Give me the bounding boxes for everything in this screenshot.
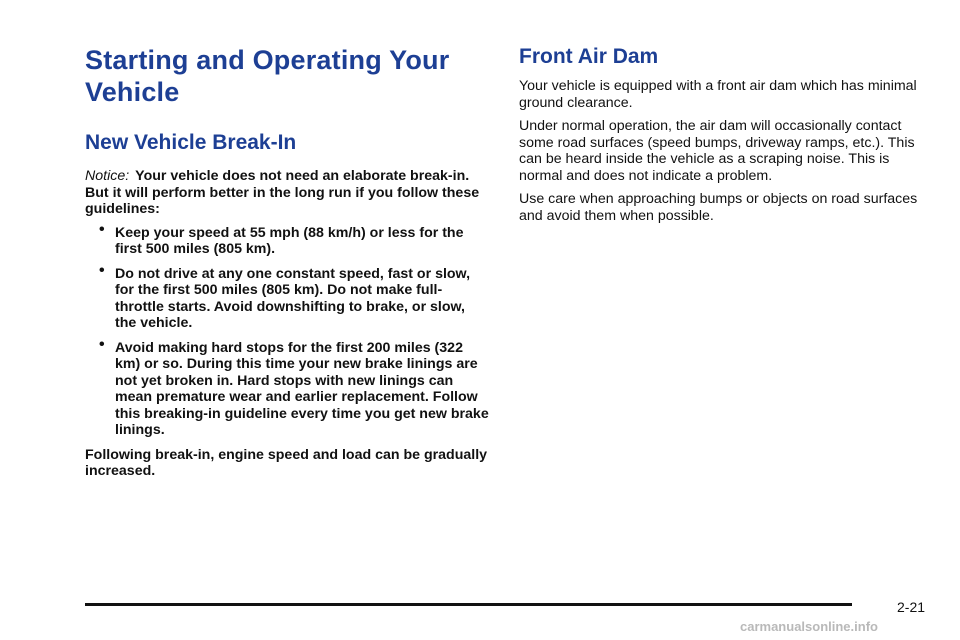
guideline-list xyxy=(85,220,490,439)
right-column xyxy=(519,44,924,231)
page-title: Starting and Operating Your Vehicle xyxy=(85,45,450,107)
list-item-text: Avoid making hard stops for the first 200 miles (322 km) or so. During this time your new brake linings are not yet broken in. Hard stops with new linings can mean premature wear and earlier replacement. Follow this breaking-in guideline every time you get new brake linings. xyxy=(115,339,489,438)
bullet-icon: • xyxy=(99,220,105,238)
bullet-icon: • xyxy=(99,261,105,279)
list-item-text: Keep your speed at 55 mph (88 km/h) or less for the first 500 miles (805 km). xyxy=(115,224,464,257)
section-title-break-in: New Vehicle Break-In xyxy=(85,131,297,154)
page-number: 2-21 xyxy=(897,599,926,615)
section-title-air-dam: Front Air Dam xyxy=(519,45,659,68)
list-item xyxy=(85,220,490,258)
notice-paragraph xyxy=(85,168,490,218)
list-item xyxy=(85,335,490,439)
body-paragraph: Your vehicle is equipped with a front air dam which has minimal ground clearance. xyxy=(519,78,917,111)
watermark: carmanualsonline.info xyxy=(740,619,878,634)
body-paragraph: Use care when approaching bumps or objects on road surfaces and avoid them when possible. xyxy=(519,191,918,224)
notice-text: Your vehicle does not need an elaborate break-in. But it will perform better in the long run if you follow these guidelines: xyxy=(85,168,480,217)
notice-label: Notice: xyxy=(85,168,130,184)
footer-rule xyxy=(85,603,852,606)
bullet-icon: • xyxy=(99,335,105,353)
closing-paragraph: Following break-in, engine speed and load can be gradually increased. xyxy=(85,446,488,479)
body-paragraph: Under normal operation, the air dam will occasionally contact some road surfaces (speed bumps, driveway ramps, etc.). This can be heard inside the vehicle as a scraping noise. This is normal and does not indicate a problem. xyxy=(519,118,915,184)
left-column xyxy=(85,44,490,487)
list-item-text: Do not drive at any one constant speed, fast or slow, for the first 500 miles (805 km). Do not make full-throttle starts. Avoid downshifting to brake, or slow, the vehicle. xyxy=(115,265,471,331)
list-item xyxy=(85,261,490,332)
